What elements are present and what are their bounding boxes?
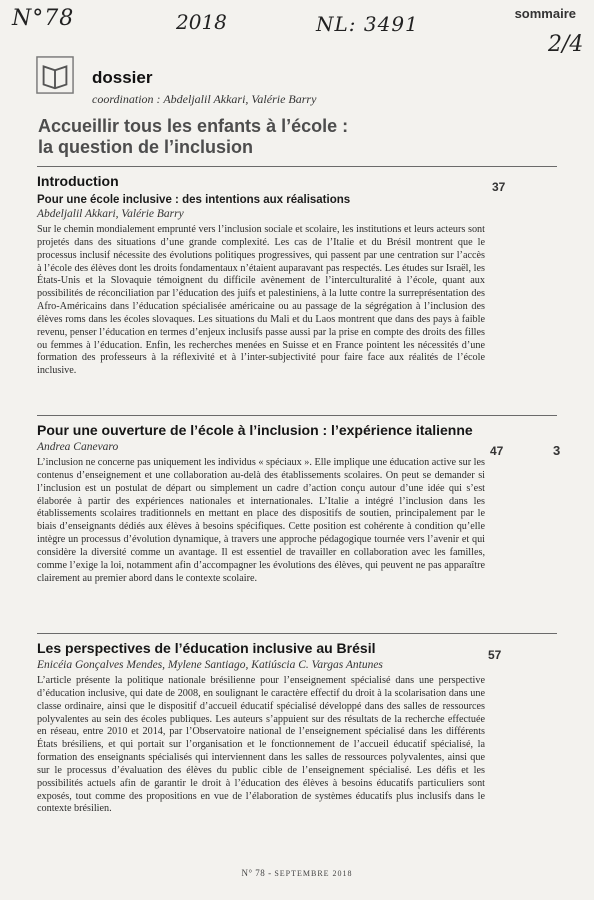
handwritten-catalog: NL: 3491 — [316, 12, 419, 36]
article-authors: Enicéia Gonçalves Mendes, Mylene Santiago, Katiúscia C. Vargas Antunes — [37, 659, 383, 671]
section-divider — [37, 166, 557, 167]
handwritten-sheet: 2/4 — [548, 32, 584, 57]
handwritten-ref-number: N°78 — [12, 6, 75, 31]
article-italie — [37, 422, 485, 585]
section-divider — [37, 415, 557, 416]
footer-issue: N° 78 — [241, 868, 266, 878]
article-title: Introduction — [37, 173, 119, 189]
article-title: Les perspectives de l’éducation inclusive au Brésil — [37, 640, 376, 656]
page-title-line-2: la question de l’inclusion — [38, 137, 254, 157]
dossier-title: dossier — [92, 68, 153, 87]
handwritten-year: 2018 — [176, 10, 227, 34]
article-page-number: 47 — [490, 444, 504, 458]
coordination-line: coordination : Abdeljalil Akkari, Valérie Barry — [92, 92, 317, 106]
footer-separator: - — [268, 868, 275, 878]
page-title — [38, 116, 458, 158]
sommaire-label: sommaire — [514, 6, 576, 21]
open-book-icon — [36, 56, 74, 94]
article-introduction — [37, 173, 485, 378]
article-abstract: L’article présente la politique nationale brésilienne pour l’enseignement spécialisé dans une perspective d’éducation inclusive, qui date de 2008, en soulignant le caractère effectif du droit à la scolarisation dans une classe ordinaire, ainsi que le dispositif d’accueil éducatif spécialisé développé dans des salles de ressources polyvalentes au sein des écoles publiques. Les auteurs s’appuient sur des résultats de la recherche effectuée en réseau, entre 2010 et 2014, par l’Observatoire national de l’enseignement spécialisé dans les différents États brésiliens, et qui portait sur l’organisation et le fonctionnement de l’accueil éducatif spécialisé, la formation des enseignants spécialisés qui interviennent dans les salles de ressources polyvalentes, ainsi que sur le processus d’évaluation des élèves du public cible de l’enseignement spécialisé. Les défis et les possibilités actuels afin de garantir le droit à l’éducation des élèves à besoins éducatifs particuliers sont exposés, tout comme des propositions en vue de l’élaboration de systèmes éducatifs plus inclusifs dans le contexte brésilien. — [37, 675, 485, 815]
article-page-number: 57 — [488, 648, 502, 662]
article-authors: Abdeljalil Akkari, Valérie Barry — [37, 208, 184, 220]
footer-date: SEPTEMBRE 2018 — [274, 869, 353, 878]
side-page-number: 3 — [553, 443, 561, 458]
page-title-line-1: Accueillir tous les enfants à l’école : — [38, 116, 349, 136]
article-title: Pour une ouverture de l’école à l’inclusion : l’expérience italienne — [37, 422, 473, 438]
article-subtitle: Pour une école inclusive : des intentions aux réalisations — [37, 194, 351, 206]
article-abstract: L’inclusion ne concerne pas uniquement les individus « spéciaux ». Elle implique une éducation active sur les contenus d’enseignement et une collaboration au-delà des établissements scolaires. On peut se demander si l’inclusion est un postulat de départ ou simplement un cadre d’action conçu autour d’une idée qui s’est élaborée à partir des expériences nationales et internationales. L’Italie a intégré l’inclusion dans les établissements scolaires traditionnels en mettant en place des dispositifs de soutien, principalement par le biais d’enseignants dédiés aux élèves à besoins spécifiques. Cette position est cohérente à condition qu’elle intègre un processus d’évolution dynamique, à travers une approche pédagogique tournée vers l’avenir et qui considère la diversité comme un avantage. Il est essentiel de travailler en collaboration avec les familles, comme l’exige la loi, notamment afin d’accompagner les évolutions des élèves, qui peuvent ne pas apparaître clairement au premier abord dans le contexte scolaire. — [37, 457, 485, 584]
section-divider — [37, 633, 557, 634]
article-bresil — [37, 640, 485, 816]
article-page-number: 37 — [492, 180, 506, 194]
article-abstract: Sur le chemin mondialement emprunté vers l’inclusion sociale et scolaire, les institutions et leurs acteurs sont projetés dans des situations d’une grande complexité. Les cas de l’Italie et du Brésil montrent que le processus inclusif nécessite des évolutions politiques progressives, qui passent par une centration sur l’accès à l’école des élèves dont les droits fondamentaux n’étaient auparavant pas respectés. Les études sur Israël, les États-Unis et la Slovaquie témoignent du difficile avènement de l’interculturalité à l’école, quant aux possibilités de réconciliation par l’éducation des juifs et palestiniens, à la lutte contre la surreprésentation des Afro-Américains dans l’éducation spécialisée américaine ou au passage de la ségrégation à l’inclusion des élèves roms dans les écoles slovaques. Les situations du Mali et du Laos montrent que dans des pays à faible revenu, penser l’éducation en termes d’enjeux inclusifs passe aussi par la prise en compte des droits des filles ou femmes à l’éducation. Enfin, les recherches menées en Suisse et en France pointent les nécessités d’une formation des professeurs à la réflexivité et à l’inter-subjectivité pour faire face aux réalités de l’école inclusive. — [37, 224, 485, 377]
article-authors: Andrea Canevaro — [37, 441, 119, 453]
page-footer — [0, 868, 594, 878]
